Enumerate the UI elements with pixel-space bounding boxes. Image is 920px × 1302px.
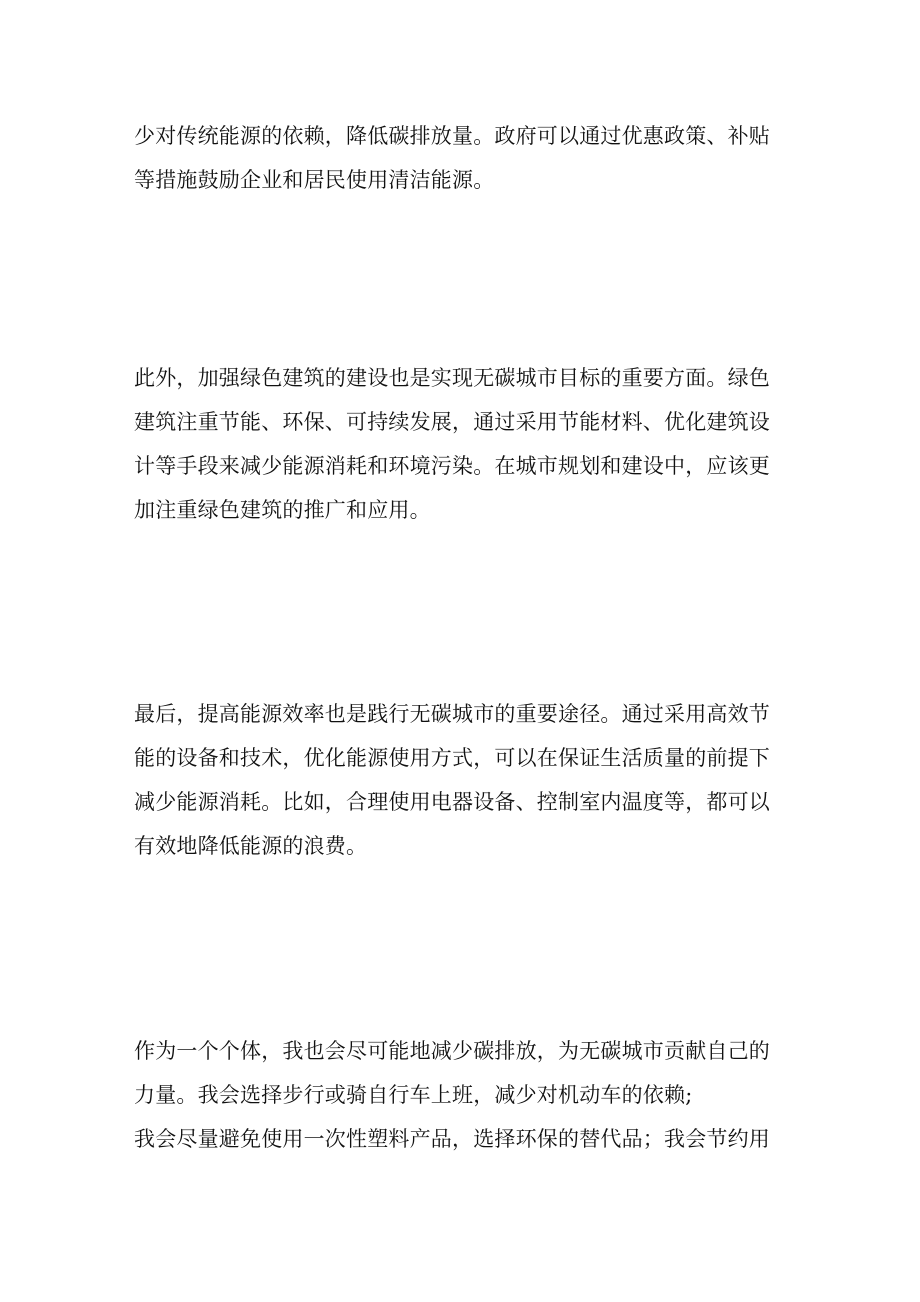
text-line: 能的设备和技术，优化能源使用方式，可以在保证生活质量的前提下	[134, 746, 770, 770]
paragraph-energy-efficiency	[134, 692, 794, 868]
text-line: 有效地降低能源的浪费。	[134, 834, 368, 858]
text-line: 作为一个个体，我也会尽可能地减少碳排放，为无碳城市贡献自己的	[134, 1039, 770, 1063]
text-line: 计等手段来减少能源消耗和环境污染。在城市规划和建设中，应该更	[134, 454, 770, 478]
text-line: 此外，加强绿色建筑的建设也是实现无碳城市目标的重要方面。绿色	[134, 366, 770, 390]
text-line: 建筑注重节能、环保、可持续发展，通过采用节能材料、优化建筑设	[134, 410, 770, 434]
paragraph-green-building	[134, 356, 794, 532]
text-line: 减少能源消耗。比如，合理使用电器设备、控制室内温度等，都可以	[134, 790, 770, 814]
text-line: 等措施鼓励企业和居民使用清洁能源。	[134, 168, 495, 192]
paragraph-personal-action	[134, 1029, 794, 1161]
text-line: 少对传统能源的依赖，降低碳排放量。政府可以通过优惠政策、补贴	[134, 124, 770, 148]
text-line: 力量。我会选择步行或骑自行车上班，减少对机动车的依赖;	[134, 1083, 693, 1107]
text-line: 我会尽量避免使用一次性塑料产品，选择环保的替代品；我会节约用	[134, 1127, 770, 1151]
text-line: 加注重绿色建筑的推广和应用。	[134, 498, 431, 522]
text-line: 最后，提高能源效率也是践行无碳城市的重要途径。通过采用高效节	[134, 702, 770, 726]
paragraph-clean-energy	[134, 114, 794, 202]
